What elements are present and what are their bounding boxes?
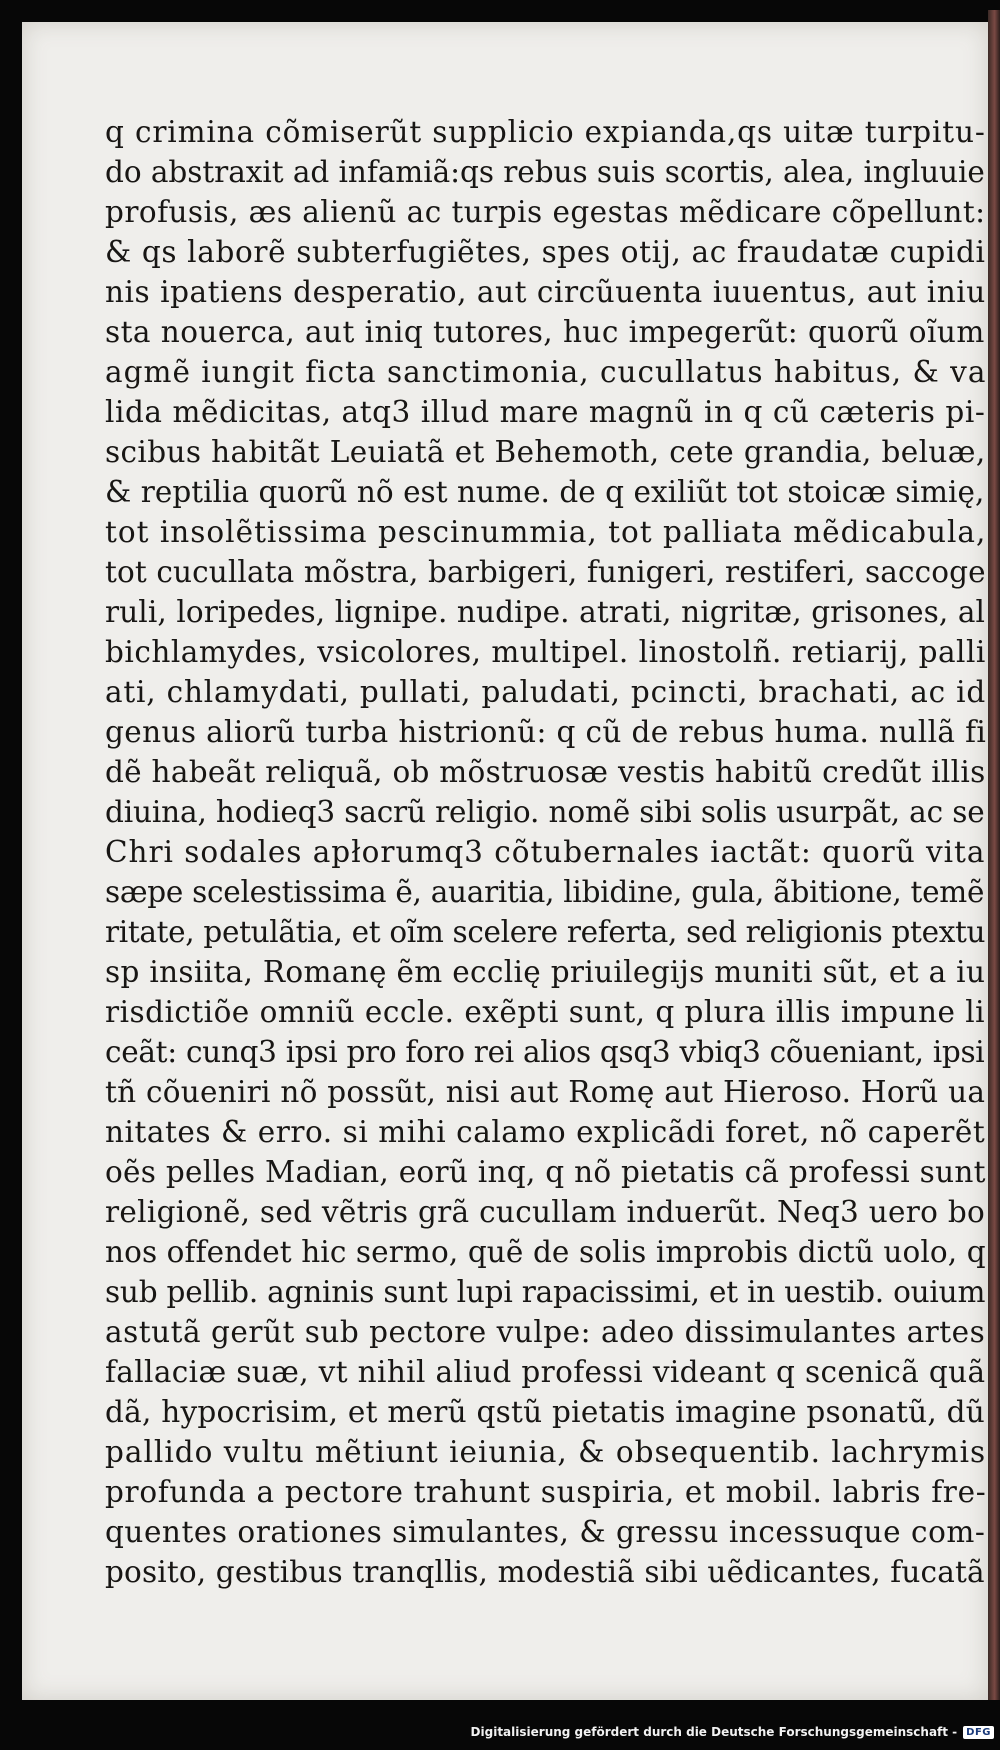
text-line: sæpe scelestissima ẽ, auaritia, libidine, gula, ãbitione, temẽ	[105, 875, 985, 909]
text-line: tot insolẽtissima pescinummia, tot palliata mẽdicabula,	[105, 515, 987, 549]
text-line: sub pellib. agninis sunt lupi rapacissimi, et in uestib. ouium	[105, 1275, 986, 1309]
text-line: sta nouerca, aut iniq tutores, huc impegerũt: quorũ oĩum	[105, 315, 985, 349]
text-line: q crimina cõmiserũt supplicio expianda,qs uitæ turpitu-	[105, 115, 986, 149]
digitization-credit: Digitalisierung gefördert durch die Deutsche Forschungsgemeinschaft -	[470, 1725, 958, 1739]
text-line: genus aliorũ turba histrionũ: q cũ de rebus huma. nullã fi	[105, 715, 987, 749]
dfg-logo: DFG	[963, 1726, 994, 1739]
text-line: & reptilia quorũ nõ est nume. de q exiliũt tot stoicæ simię,	[105, 475, 985, 509]
text-line: & qs laborẽ subterfugiẽtes, spes otij, ac fraudatæ cupidi	[105, 235, 986, 269]
book-page	[22, 22, 988, 1700]
text-line: tñ cõueniri nõ possũt, nisi aut Romę aut Hieroso. Horũ ua	[105, 1075, 986, 1109]
text-line: Chri sodales apłorumq3 cõtubernales iactãt: quorũ vita	[105, 835, 986, 869]
text-line: scibus habitãt Leuiatã et Behemoth, cete grandia, beluæ,	[105, 435, 986, 469]
text-line: lida mẽdicitas, atq3 illud mare magnũ in q cũ cæteris pi-	[105, 395, 986, 429]
text-line: nis ipatiens desperatio, aut circũuenta iuuentus, aut iniu	[105, 275, 986, 309]
text-line: pallido vultu mẽtiunt ieiunia, & obsequentib. lachrymis	[105, 1435, 987, 1469]
text-line: ruli, loripedes, lignipe. nudipe. atrati, nigritæ, grisones, al	[105, 595, 986, 629]
text-line: nos offendet hic sermo, quẽ de solis improbis dictũ uolo, q	[105, 1235, 986, 1269]
text-line: posito, gestibus tranqllis, modestiã sibi uẽdicantes, fucatã	[105, 1555, 985, 1589]
text-line: ritate, petulãtia, et oĩm scelere referta, sed religionis ptextu	[105, 915, 986, 949]
page-text	[105, 112, 990, 1592]
text-line: diuina, hodieq3 sacrũ religio. nomẽ sibi solis usurpãt, ac se	[105, 795, 985, 829]
text-line: dẽ habeãt reliquã, ob mõstruosæ vestis habitũ credũt illis	[105, 755, 986, 789]
book-edge	[988, 10, 1000, 1700]
text-line: oẽs pelles Madian, eorũ inq, q nõ pietatis cã professi sunt	[105, 1155, 986, 1189]
text-line: astutã gerũt sub pectore vulpe: adeo dissimulantes artes	[105, 1315, 986, 1349]
text-line: sp insiita, Romanę ẽm ecclię priuilegijs muniti sũt, et a iu	[105, 955, 986, 989]
text-line: ati, chlamydati, pullati, paludati, pcincti, brachati, ac id	[105, 675, 987, 709]
text-line: quentes orationes simulantes, & gressu incessuque com-	[105, 1515, 986, 1549]
text-line: profusis, æs alienũ ac turpis egestas mẽdicare cõpellunt:	[105, 195, 986, 229]
footer	[471, 1722, 994, 1742]
text-line: nitates & erro. si mihi calamo explicãdi foret, nõ caperẽt	[105, 1115, 986, 1149]
text-line: profunda a pectore trahunt suspiria, et mobil. labris fre-	[105, 1475, 987, 1509]
text-line: tot cucullata mõstra, barbigeri, funigeri, restiferi, saccoge	[105, 555, 986, 589]
text-line: religionẽ, sed vẽtris grã cucullam induerũt. Neq3 uero bo	[105, 1195, 986, 1229]
text-line: fallaciæ suæ, vt nihil aliud professi videant q scenicã quã	[105, 1355, 986, 1389]
text-line: do abstraxit ad infamiã:qs rebus suis scortis, alea, ingluuie	[105, 155, 985, 189]
text-line: bichlamydes, vsicolores, multipel. linostolñ. retiarij, palli	[105, 635, 986, 669]
text-line: risdictiõe omniũ eccle. exẽpti sunt, q plura illis impune li	[105, 995, 986, 1029]
text-line: dã, hypocrisim, et merũ qstũ pietatis imagine psonatũ, dũ	[105, 1395, 986, 1429]
text-line: ceãt: cunq3 ipsi pro foro rei alios qsq3 vbiq3 cõueniant, ipsi	[105, 1035, 985, 1069]
text-line: agmẽ iungit ficta sanctimonia, cucullatus habitus, & va	[105, 355, 987, 389]
